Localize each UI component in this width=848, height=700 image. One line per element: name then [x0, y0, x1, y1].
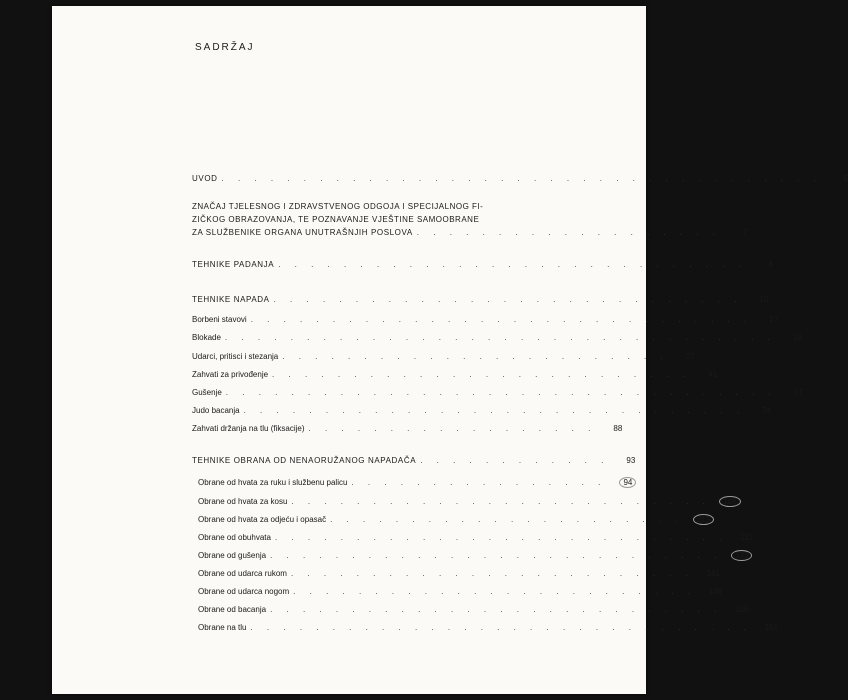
toc-page-number: 8: [768, 260, 773, 269]
toc-entry-title: Zahvati držanja na tlu (fiksacije): [192, 424, 305, 433]
table-of-contents: [52, 6, 848, 694]
toc-page-number: 161: [764, 623, 779, 632]
toc-page-number: 7: [742, 228, 748, 237]
dot-leader: . . . . . . . . . . . . . . . . . . . . . . . .: [282, 352, 669, 361]
handwritten-circle-mark: 131: [731, 550, 752, 561]
toc-entry-zahvati-drzanja: [192, 424, 623, 433]
dot-leader: . . . . . . . . . . . . . . . . . . . . . . . . .: [293, 587, 697, 596]
dot-leader: . . . . . . . . . . . . . . . . . . . . . . . . . . . . . . .: [250, 623, 753, 632]
toc-entry-title: Obrane od obuhvata: [198, 533, 271, 542]
toc-entry-gusenje: [192, 388, 803, 397]
dot-leader: . . . . . . . . . . . . . . . . . . . . . . . . .: [290, 569, 694, 578]
toc-entry-title: Obrane od bacanja: [198, 605, 267, 614]
dot-leader: . . . . . . . . . . . . . . . . . .: [308, 424, 597, 433]
toc-entry-title: TEHNIKE PADANJA: [192, 260, 275, 269]
dot-leader: . . . . . . . . . . . . . . . . . . . . . . . . . . . . . . . . . .: [224, 333, 776, 342]
dot-leader: . . . . . . . . . . . . . . . . . . . . . . . . . .: [272, 370, 692, 379]
handwritten-circle-mark: 105: [719, 496, 740, 507]
toc-entry-title: Obrane od gušenja: [198, 551, 267, 560]
dot-leader: . . . . . . . . . . . . . . . . . . . . . . . . . . . . .: [278, 260, 747, 269]
toc-entry-obrane-bacanja: [198, 605, 749, 614]
toc-entry-title: Obrane od hvata za odjeću i opasač: [198, 515, 327, 524]
dot-leader: . . . . . . . . . . . . . . . . . . . . . . . . . .: [291, 497, 711, 506]
dot-leader: . . . . . . . . . . . . . . . . . . . . . . . . . . . .: [270, 605, 723, 614]
toc-page-number: 27: [685, 352, 695, 361]
toc-entry-tehnike-padanja: [192, 260, 773, 269]
toc-page-number: 93: [626, 456, 636, 465]
toc-page-number: 15: [759, 295, 769, 304]
toc-entry-tehnike-napada: [192, 295, 769, 304]
toc-page-number: 41: [708, 370, 718, 379]
dot-leader: . . . . . . . . . . . . . . . . . . .: [416, 228, 722, 237]
page-title: SADRŽAJ: [195, 42, 255, 53]
toc-entry-obrane-na-tlu: [198, 623, 779, 632]
toc-entry-title: ZA SLUŽBENIKE ORGANA UNUTRAŠNJIH POSLOVA: [192, 228, 413, 237]
toc-page-number: 88: [613, 424, 623, 433]
handwritten-circle-mark: 112: [693, 514, 714, 525]
dot-leader: . . . . . . . . . . . . . . . . . . . . . . . . . . . .: [274, 533, 728, 542]
toc-entry-znacaj: [192, 228, 748, 237]
dot-leader: . . . . . . . . . . . .: [420, 456, 610, 465]
toc-entry-title: Borbeni stavovi: [192, 315, 247, 324]
toc-page-number: 74: [762, 406, 772, 415]
toc-entry-title: Obrane od hvata za ruku i službenu palicu: [198, 478, 348, 487]
toc-page-number: 5: [843, 174, 848, 183]
toc-entry-udarci: [192, 352, 695, 361]
toc-entry-uvod: [192, 174, 848, 183]
toc-entry-title: Zahvati za privođenje: [192, 370, 269, 379]
dot-leader: . . . . . . . . . . . . . . . . . . . . . . . . . . . . . . .: [250, 315, 753, 324]
toc-page-number: 67: [793, 388, 803, 397]
toc-entry-title: Obrane od udarca nogom: [198, 587, 290, 596]
dot-leader: . . . . . . . . . . . . . . . . . . . . . . . . . . . .: [270, 551, 723, 560]
toc-page-number: 141: [706, 569, 720, 578]
dot-leader: . . . . . . . . . . . . . . . . . . . . . . . . . . . . . . .: [243, 406, 746, 415]
toc-page-number: [610, 478, 632, 487]
dot-leader: . . . . . . . . . . . . . . . .: [351, 478, 607, 487]
dot-leader: . . . . . . . . . . . . . . . . . . . . . . . . . . . . .: [273, 295, 743, 304]
toc-entry-title: Obrane od udarca rukom: [198, 569, 287, 578]
toc-page-number: [726, 551, 748, 560]
toc-entry-obrane-udarca-nogom: [198, 587, 723, 596]
toc-entry-obrane-kosa: [198, 497, 737, 506]
toc-page-number: [688, 515, 710, 524]
toc-entry-judo-bacanja: [192, 406, 772, 415]
toc-entry-obrane-odjeca: [198, 515, 710, 524]
toc-entry-obrane-udarca-rukom: [198, 569, 720, 578]
toc-page-number: 122: [739, 533, 754, 542]
toc-entry-multiline-line-2: ZIČKOG OBRAZOVANJA, TE POZNAVANJE VJEŠTINE SAMOOBRANE: [192, 215, 480, 224]
toc-entry-title: TEHNIKE NAPADA: [192, 295, 270, 304]
toc-entry-title: Obrane od hvata za kosu: [198, 497, 288, 506]
toc-page-number: 17: [769, 315, 779, 324]
toc-entry-blokade: [192, 333, 802, 342]
toc-entry-multiline-line-1: ZNAČAJ TJELESNOG I ZDRAVSTVENOG ODGOJA I SPECIJALNOG FI-: [192, 202, 484, 211]
toc-entry-title: UVOD: [192, 174, 218, 183]
toc-entry-title: Obrane na tlu: [198, 623, 247, 632]
dot-leader: . . . . . . . . . . . . . . . . . . . . . . . . . . . . . . . . . .: [225, 388, 777, 397]
toc-entry-title: Judo bacanja: [192, 406, 240, 415]
toc-entry-title: Udarci, pritisci i stezanja: [192, 352, 279, 361]
toc-entry-title: TEHNIKE OBRANA OD NENAORUŽANOG NAPADAČA: [192, 456, 417, 465]
book-page: [52, 6, 848, 694]
toc-entry-title: Gušenje: [192, 388, 222, 397]
toc-entry-obrane-obuhvata: [198, 533, 754, 542]
toc-entry-tehnike-obrana: [192, 456, 636, 465]
dot-leader: . . . . . . . . . . . . . . . . . . . . . . . . . . . . . . . . . . . . .: [221, 174, 822, 183]
toc-entry-title: Blokade: [192, 333, 221, 342]
dot-leader: . . . . . . . . . . . . . . . . . . . . . .: [330, 515, 684, 524]
toc-entry-borbeni-stavovi: [192, 315, 779, 324]
toc-entry-obrane-gusenja: [198, 551, 749, 560]
toc-entry-zahvati-privodenje: [192, 370, 718, 379]
toc-page-number: 149: [708, 587, 723, 596]
toc-page-number: [715, 497, 737, 506]
toc-page-number: 19: [792, 333, 802, 342]
handwritten-circle-mark: 94: [619, 477, 636, 488]
toc-page-number: 156: [734, 605, 749, 614]
toc-entry-obrane-ruka-palica: [198, 478, 633, 487]
